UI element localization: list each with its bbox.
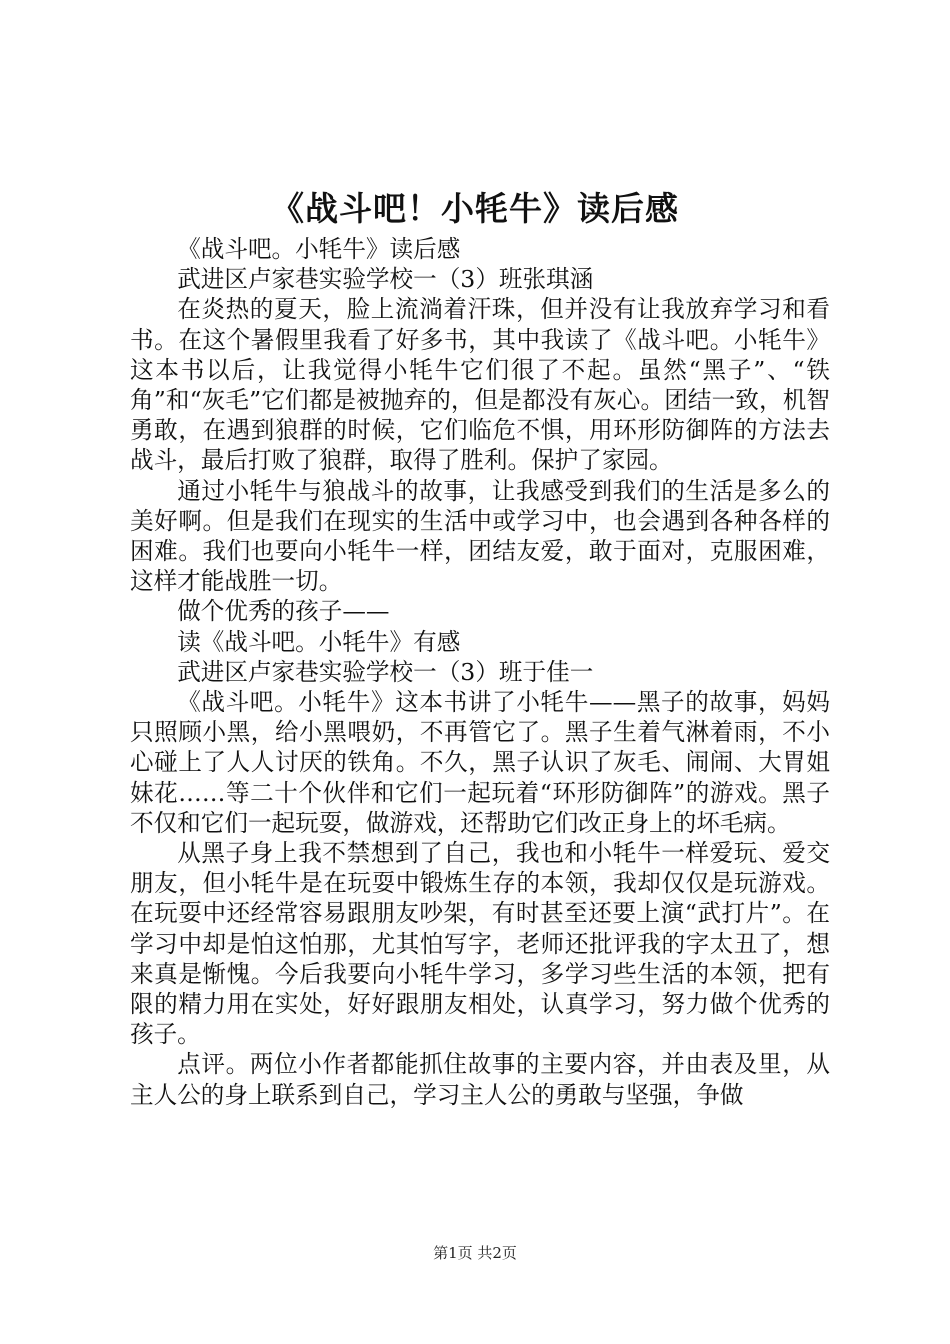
paragraph-essay2-author: 武进区卢家巷实验学校一（3）班于佳一: [177, 657, 594, 686]
paragraph: 《战斗吧。小牦牛》这本书讲了小牦牛——黑子的故事，妈妈只照顾小黑，给小黑喂奶，不再管它了。黑子生着气淋着雨，不小心碰上了人人讨厌的铁角。不久，黑子认识了灰毛、闹闹、大胃姐妹花……等二十个伙伴和它们一起玩着“环形防御阵”的游戏。黑子不仅和它们一起玩耍，做游戏，还帮助它们改正身上的坏毛病。: [130, 688, 830, 837]
document-body: [130, 234, 830, 1110]
paragraph-essay2-heading: 做个优秀的孩子——: [177, 597, 390, 626]
paragraph: 在炎热的夏天，脸上流淌着汗珠，但并没有让我放弃学习和看书。在这个暑假里我看了好多书，其中我读了《战斗吧。小牦牛》这本书以后，让我觉得小牦牛它们很了不起。虽然“黑子”、“铁角”和“灰毛”它们都是被抛弃的，但是都没有灰心。团结一致，机智勇敢，在遇到狼群的时候，它们临危不惧，用环形防御阵的方法去战斗，最后打败了狼群，取得了胜利。保护了家园。: [130, 295, 830, 475]
paragraph-essay1-author: 武进区卢家巷实验学校一（3）班张琪涵: [177, 265, 594, 294]
paragraph: 通过小牦牛与狼战斗的故事，让我感受到我们的生活是多么的美好啊。但是我们在现实的生活中或学习中，也会遇到各种各样的困难。我们也要向小牦牛一样，团结友爱，敢于面对，克服困难，这样才能战胜一切。: [130, 476, 830, 596]
paragraph-essay1-heading: 《战斗吧。小牦牛》读后感: [177, 235, 461, 263]
paragraph-comment: 点评。两位小作者都能抓住故事的主要内容，并由表及里，从主人公的身上联系到自己，学习主人公的勇敢与坚强，争做: [130, 1050, 830, 1109]
document-title: 《战斗吧！小牦牛》读后感: [271, 189, 679, 228]
paragraph: 从黑子身上我不禁想到了自己，我也和小牦牛一样爱玩、爱交朋友，但小牦牛是在玩耍中锻炼生存的本领，我却仅仅是玩游戏。在玩耍中还经常容易跟朋友吵架，有时甚至还要上演“武打片”。在学习中却是怕这怕那，尤其怕写字，老师还批评我的字太丑了，想来真是惭愧。今后我要向小牦牛学习，多学习些生活的本领，把有限的精力用在实处，好好跟朋友相处，认真学习，努力做个优秀的孩子。: [130, 839, 830, 1049]
page-footer: 第1页 共2页: [433, 1244, 517, 1262]
paragraph-essay2-subheading: 读《战斗吧。小牦牛》有感: [177, 627, 461, 656]
